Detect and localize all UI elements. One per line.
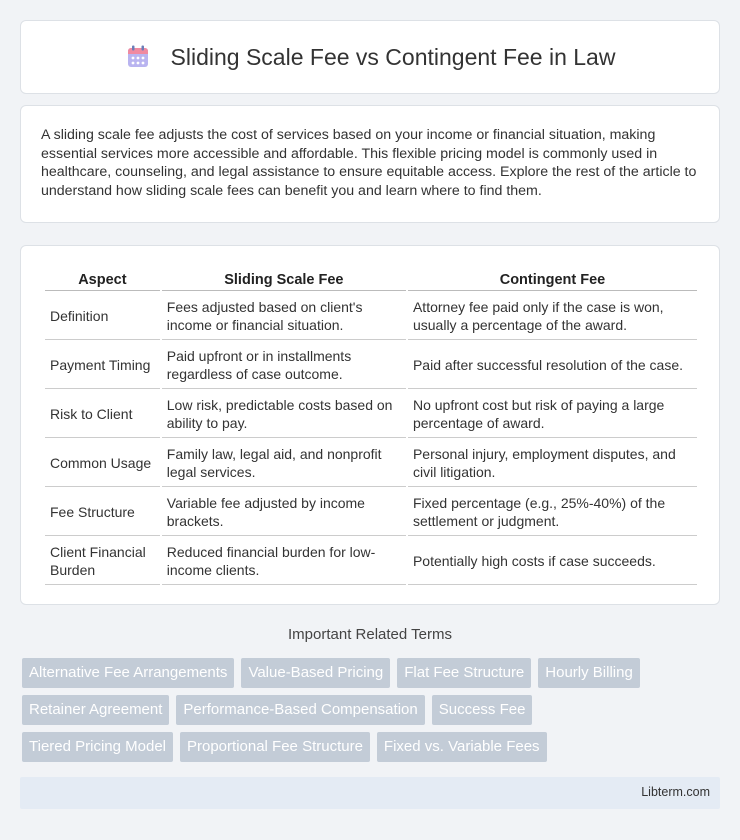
table-cell-aspect: Common Usage	[45, 440, 160, 487]
table-header-row	[45, 268, 697, 291]
table-cell-contingent: Personal injury, employment disputes, and civil litigation.	[408, 440, 697, 487]
table-row	[45, 489, 697, 536]
term-tag[interactable]: Hourly Billing	[538, 658, 640, 688]
page-title: Sliding Scale Fee vs Contingent Fee in Law	[170, 43, 616, 70]
term-tag[interactable]: Performance-Based Compensation	[176, 695, 424, 725]
intro-card	[20, 105, 720, 223]
table-cell-contingent: No upfront cost but risk of paying a large percentage of award.	[408, 391, 697, 438]
tag-row	[22, 658, 722, 688]
table-cell-aspect: Risk to Client	[45, 391, 160, 438]
term-tag[interactable]: Proportional Fee Structure	[180, 732, 370, 762]
calendar-icon	[125, 44, 151, 70]
related-terms-title: Important Related Terms	[288, 626, 452, 643]
comparison-table	[43, 266, 699, 587]
term-tag[interactable]: Fixed vs. Variable Fees	[377, 732, 547, 762]
table-cell-contingent: Paid after successful resolution of the case.	[408, 342, 697, 389]
term-tag[interactable]: Retainer Agreement	[22, 695, 169, 725]
table-cell-sliding: Reduced financial burden for low-income clients.	[162, 538, 406, 585]
table-cell-sliding: Paid upfront or in installments regardless of case outcome.	[162, 342, 406, 389]
table-cell-sliding: Fees adjusted based on client's income or financial situation.	[162, 293, 406, 340]
table-cell-sliding: Low risk, predictable costs based on ability to pay.	[162, 391, 406, 438]
column-header-aspect: Aspect	[45, 268, 160, 291]
term-tag[interactable]: Alternative Fee Arrangements	[22, 658, 234, 688]
table-row	[45, 538, 697, 585]
term-tag[interactable]: Value-Based Pricing	[241, 658, 390, 688]
table-cell-aspect: Payment Timing	[45, 342, 160, 389]
intro-text: A sliding scale fee adjusts the cost of services based on your income or financial situation, making essential services more accessible and affordable. This flexible pricing model is commonly used in healthcare, counseling, and legal assistance to ensure equitable access. Explore the rest of the article to understand how sliding scale fees can benefit you and learn where to find them.	[41, 127, 697, 199]
related-terms-tags	[22, 658, 722, 769]
table-cell-contingent: Potentially high costs if case succeeds.	[408, 538, 697, 585]
term-tag[interactable]: Success Fee	[432, 695, 533, 725]
table-cell-sliding: Family law, legal aid, and nonprofit legal services.	[162, 440, 406, 487]
table-row	[45, 342, 697, 389]
table-cell-sliding: Variable fee adjusted by income brackets.	[162, 489, 406, 536]
table-row	[45, 293, 697, 340]
term-tag[interactable]: Flat Fee Structure	[397, 658, 531, 688]
footer	[20, 777, 720, 809]
table-cell-aspect: Definition	[45, 293, 160, 340]
tag-row	[22, 695, 722, 725]
table-cell-contingent: Attorney fee paid only if the case is won, usually a percentage of the award.	[408, 293, 697, 340]
column-header-contingent: Contingent Fee	[408, 268, 697, 291]
footer-site-link[interactable]: Libterm.com	[641, 785, 710, 799]
tag-row	[22, 732, 722, 762]
comparison-table-card	[20, 245, 720, 605]
table-cell-aspect: Fee Structure	[45, 489, 160, 536]
table-cell-aspect: Client Financial Burden	[45, 538, 160, 585]
header-card	[20, 20, 720, 94]
column-header-sliding-scale: Sliding Scale Fee	[162, 268, 406, 291]
term-tag[interactable]: Tiered Pricing Model	[22, 732, 173, 762]
table-cell-contingent: Fixed percentage (e.g., 25%-40%) of the settlement or judgment.	[408, 489, 697, 536]
table-row	[45, 440, 697, 487]
table-row	[45, 391, 697, 438]
